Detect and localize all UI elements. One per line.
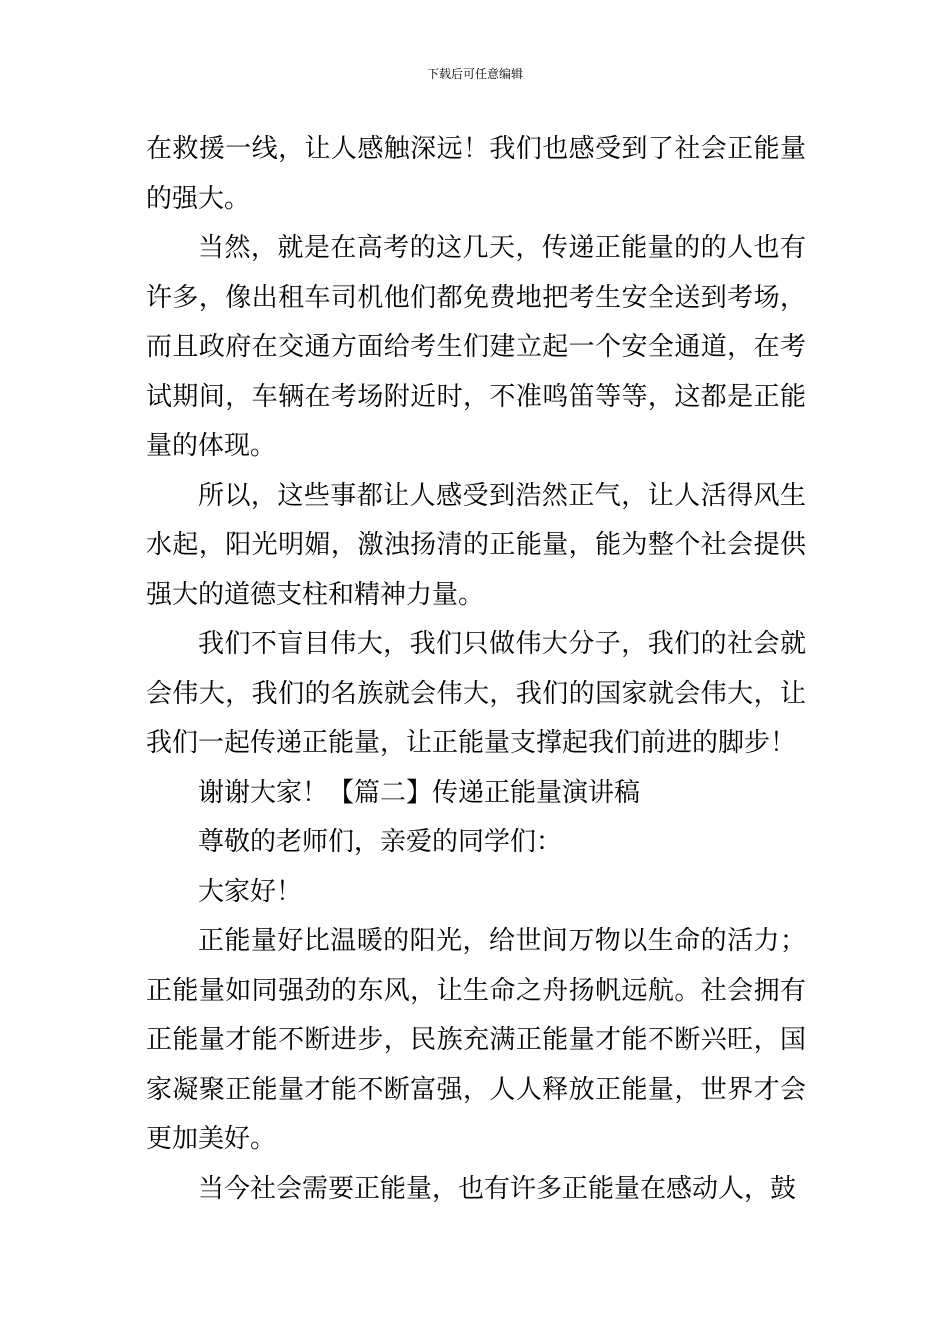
paragraph-heading: 谢谢大家！【篇二】传递正能量演讲稿 xyxy=(198,777,641,808)
paragraph: 当今社会需要正能量，也有许多正能量在感动人，鼓 xyxy=(198,1173,797,1204)
paragraph: 我们不盲目伟大，我们只做伟大分子，我们的社会就会伟大，我们的名族就会伟大，我们的国家就会伟大，让我们一起传递正能量，让正能量支撑起我们前进的脚步！ xyxy=(146,629,806,758)
paragraph: 所以，这些事都让人感受到浩然正气，让人活得风生水起，阳光明媚，激浊扬清的正能量，能为整个社会提供强大的道德支柱和精神力量。 xyxy=(146,480,806,610)
paragraph: 当然，就是在高考的这几天，传递正能量的的人也有许多，像出租车司机他们都免费地把考生安全送到考场，而且政府在交通方面给考生们建立起一个安全通道，在考试期间，车辆在考场附近时，不准鸣笛等等，这都是正能量的体现。 xyxy=(146,233,806,461)
document-body xyxy=(146,125,806,1214)
header-note: 下载后可任意编辑 xyxy=(426,67,523,81)
greeting: 大家好！ xyxy=(198,876,303,907)
salutation: 尊敬的老师们，亲爱的同学们： xyxy=(198,827,563,857)
paragraph: 正能量好比温暖的阳光，给世间万物以生命的活力；正能量如同强劲的东风，让生命之舟扬帆远航。社会拥有正能量才能不断进步，民族充满正能量才能不断兴旺，国家凝聚正能量才能不断富强，人人释放正能量，世界才会更加美好。 xyxy=(146,926,806,1154)
paragraph-continuation: 在救援一线，让人感触深远！我们也感受到了社会正能量的强大。 xyxy=(146,134,806,214)
